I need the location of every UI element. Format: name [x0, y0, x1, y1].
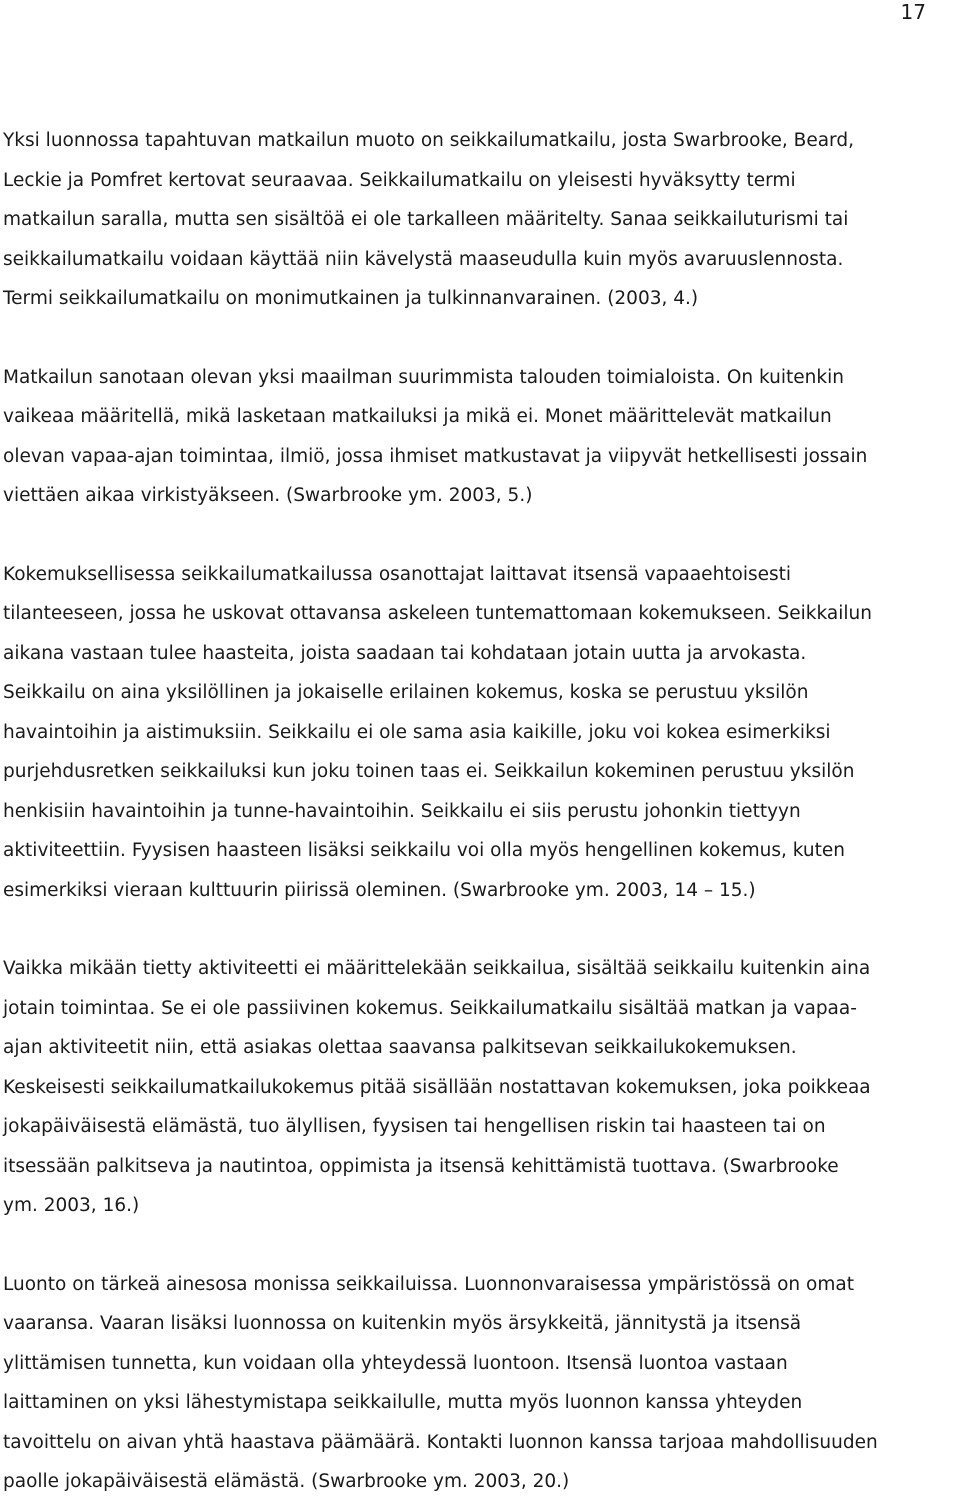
text-line: henkisiin havaintoihin ja tunne-havaintoihin. Seikkailu ei siis perustu johonkin tiettyyn	[3, 800, 801, 822]
text-line: laittaminen on yksi lähestymistapa seikkailulle, mutta myös luonnon kanssa yhteyden	[3, 1392, 803, 1413]
text-line: Termi seikkailumatkailu on monimutkainen ja tulkinnanvarainen. (2003, 4.)	[3, 288, 699, 309]
text-line: viettäen aikaa virkistyäkseen. (Swarbrooke ym. 2003, 5.)	[3, 485, 533, 506]
text-line: seikkailumatkailu voidaan käyttää niin kävelystä maaseudulla kuin myös avaruuslennosta.	[3, 248, 844, 270]
text-line: paolle jokapäiväisestä elämästä. (Swarbrooke ym. 2003, 20.)	[3, 1471, 570, 1492]
text-line: Luonto on tärkeä ainesosa monissa seikkailuissa. Luonnonvaraisessa ympäristössä on omat	[3, 1273, 854, 1295]
text-line: vaaransa. Vaaran lisäksi luonnossa on kuitenkin myös ärsykkeitä, jännitystä ja itsensä	[3, 1313, 802, 1334]
document-body	[3, 121, 957, 1502]
text-line: purjehdusretken seikkailuksi kun joku toinen taas ei. Seikkailun kokeminen perustuu yksilön	[3, 761, 855, 782]
text-line: jokapäiväisestä elämästä, tuo älyllisen, fyysisen tai hengellisen riskin tai haasteen tai on	[3, 1116, 826, 1137]
paragraph-seikkailumatkailu-definition	[3, 121, 957, 319]
text-line: tavoittelu on aivan yhtä haastava päämäärä. Kontakti luonnon kanssa tarjoaa mahdollisuuden	[3, 1431, 878, 1453]
text-line: tilanteeseen, jossa he uskovat ottavansa askeleen tuntemattomaan kokemukseen. Seikkailun	[3, 603, 872, 624]
text-line: matkailun saralla, mutta sen sisältöä ei ole tarkalleen määritelty. Sanaa seikkailuturismi tai	[3, 209, 849, 230]
text-line: Seikkailu on aina yksilöllinen ja jokaiselle erilainen kokemus, koska se perustuu yksilön	[3, 682, 809, 703]
paragraph-matkailu-industry	[3, 358, 957, 516]
text-line: Matkailun sanotaan olevan yksi maailman suurimmista talouden toimialoista. On kuitenkin	[3, 366, 844, 388]
text-line: olevan vapaa-ajan toimintaa, ilmiö, jossa ihmiset matkustavat ja viipyvät hetkellisesti jossain	[3, 445, 868, 467]
paragraph-nature	[3, 1265, 957, 1502]
paragraph-activity	[3, 949, 957, 1226]
text-line: ym. 2003, 16.)	[3, 1195, 140, 1216]
text-line: esimerkiksi vieraan kulttuurin piirissä oleminen. (Swarbrooke ym. 2003, 14 – 15.)	[3, 879, 756, 901]
text-line: Leckie ja Pomfret kertovat seuraavaa. Seikkailumatkailu on yleisesti hyväksytty termi	[3, 169, 796, 191]
text-line: Vaikka mikään tietty aktiviteetti ei määrittelekään seikkailua, sisältää seikkailu kuitenkin aina	[3, 958, 871, 979]
page-number: 17	[900, 0, 926, 24]
text-line: itsessään palkitseva ja nautintoa, oppimista ja itsensä kehittämistä tuottava. (Swarbrooke	[3, 1155, 839, 1177]
text-line: Kokemuksellisessa seikkailumatkailussa osanottajat laittavat itsensä vapaaehtoisesti	[3, 563, 792, 585]
text-line: Keskeisesti seikkailumatkailukokemus pitää sisällään nostattavan kokemuksen, joka poikkeaa	[3, 1076, 871, 1098]
text-line: jotain toimintaa. Se ei ole passiivinen kokemus. Seikkailumatkailu sisältää matkan ja vapaa-	[3, 997, 857, 1019]
text-line: aikana vastaan tulee haasteita, joista saadaan tai kohdataan jotain uutta ja arvokasta.	[3, 642, 807, 664]
text-line: vaikeaa määritellä, mikä lasketaan matkailuksi ja mikä ei. Monet määrittelevät matkailun	[3, 406, 832, 427]
text-line: Yksi luonnossa tapahtuvan matkailun muoto on seikkailumatkailu, josta Swarbrooke, Beard,	[3, 130, 854, 151]
text-line: aktiviteettiin. Fyysisen haasteen lisäksi seikkailu voi olla myös hengellinen kokemus, kuten	[3, 840, 846, 861]
text-line: ajan aktiviteetit niin, että asiakas olettaa saavansa palkitsevan seikkailukokemuksen.	[3, 1037, 797, 1058]
paragraph-experiential-adventure	[3, 555, 957, 911]
text-line: havaintoihin ja aistimuksiin. Seikkailu ei ole sama asia kaikille, joku voi kokea esimerkiksi	[3, 721, 831, 743]
text-line: ylittämisen tunnetta, kun voidaan olla yhteydessä luontoon. Itsensä luontoa vastaan	[3, 1352, 788, 1374]
